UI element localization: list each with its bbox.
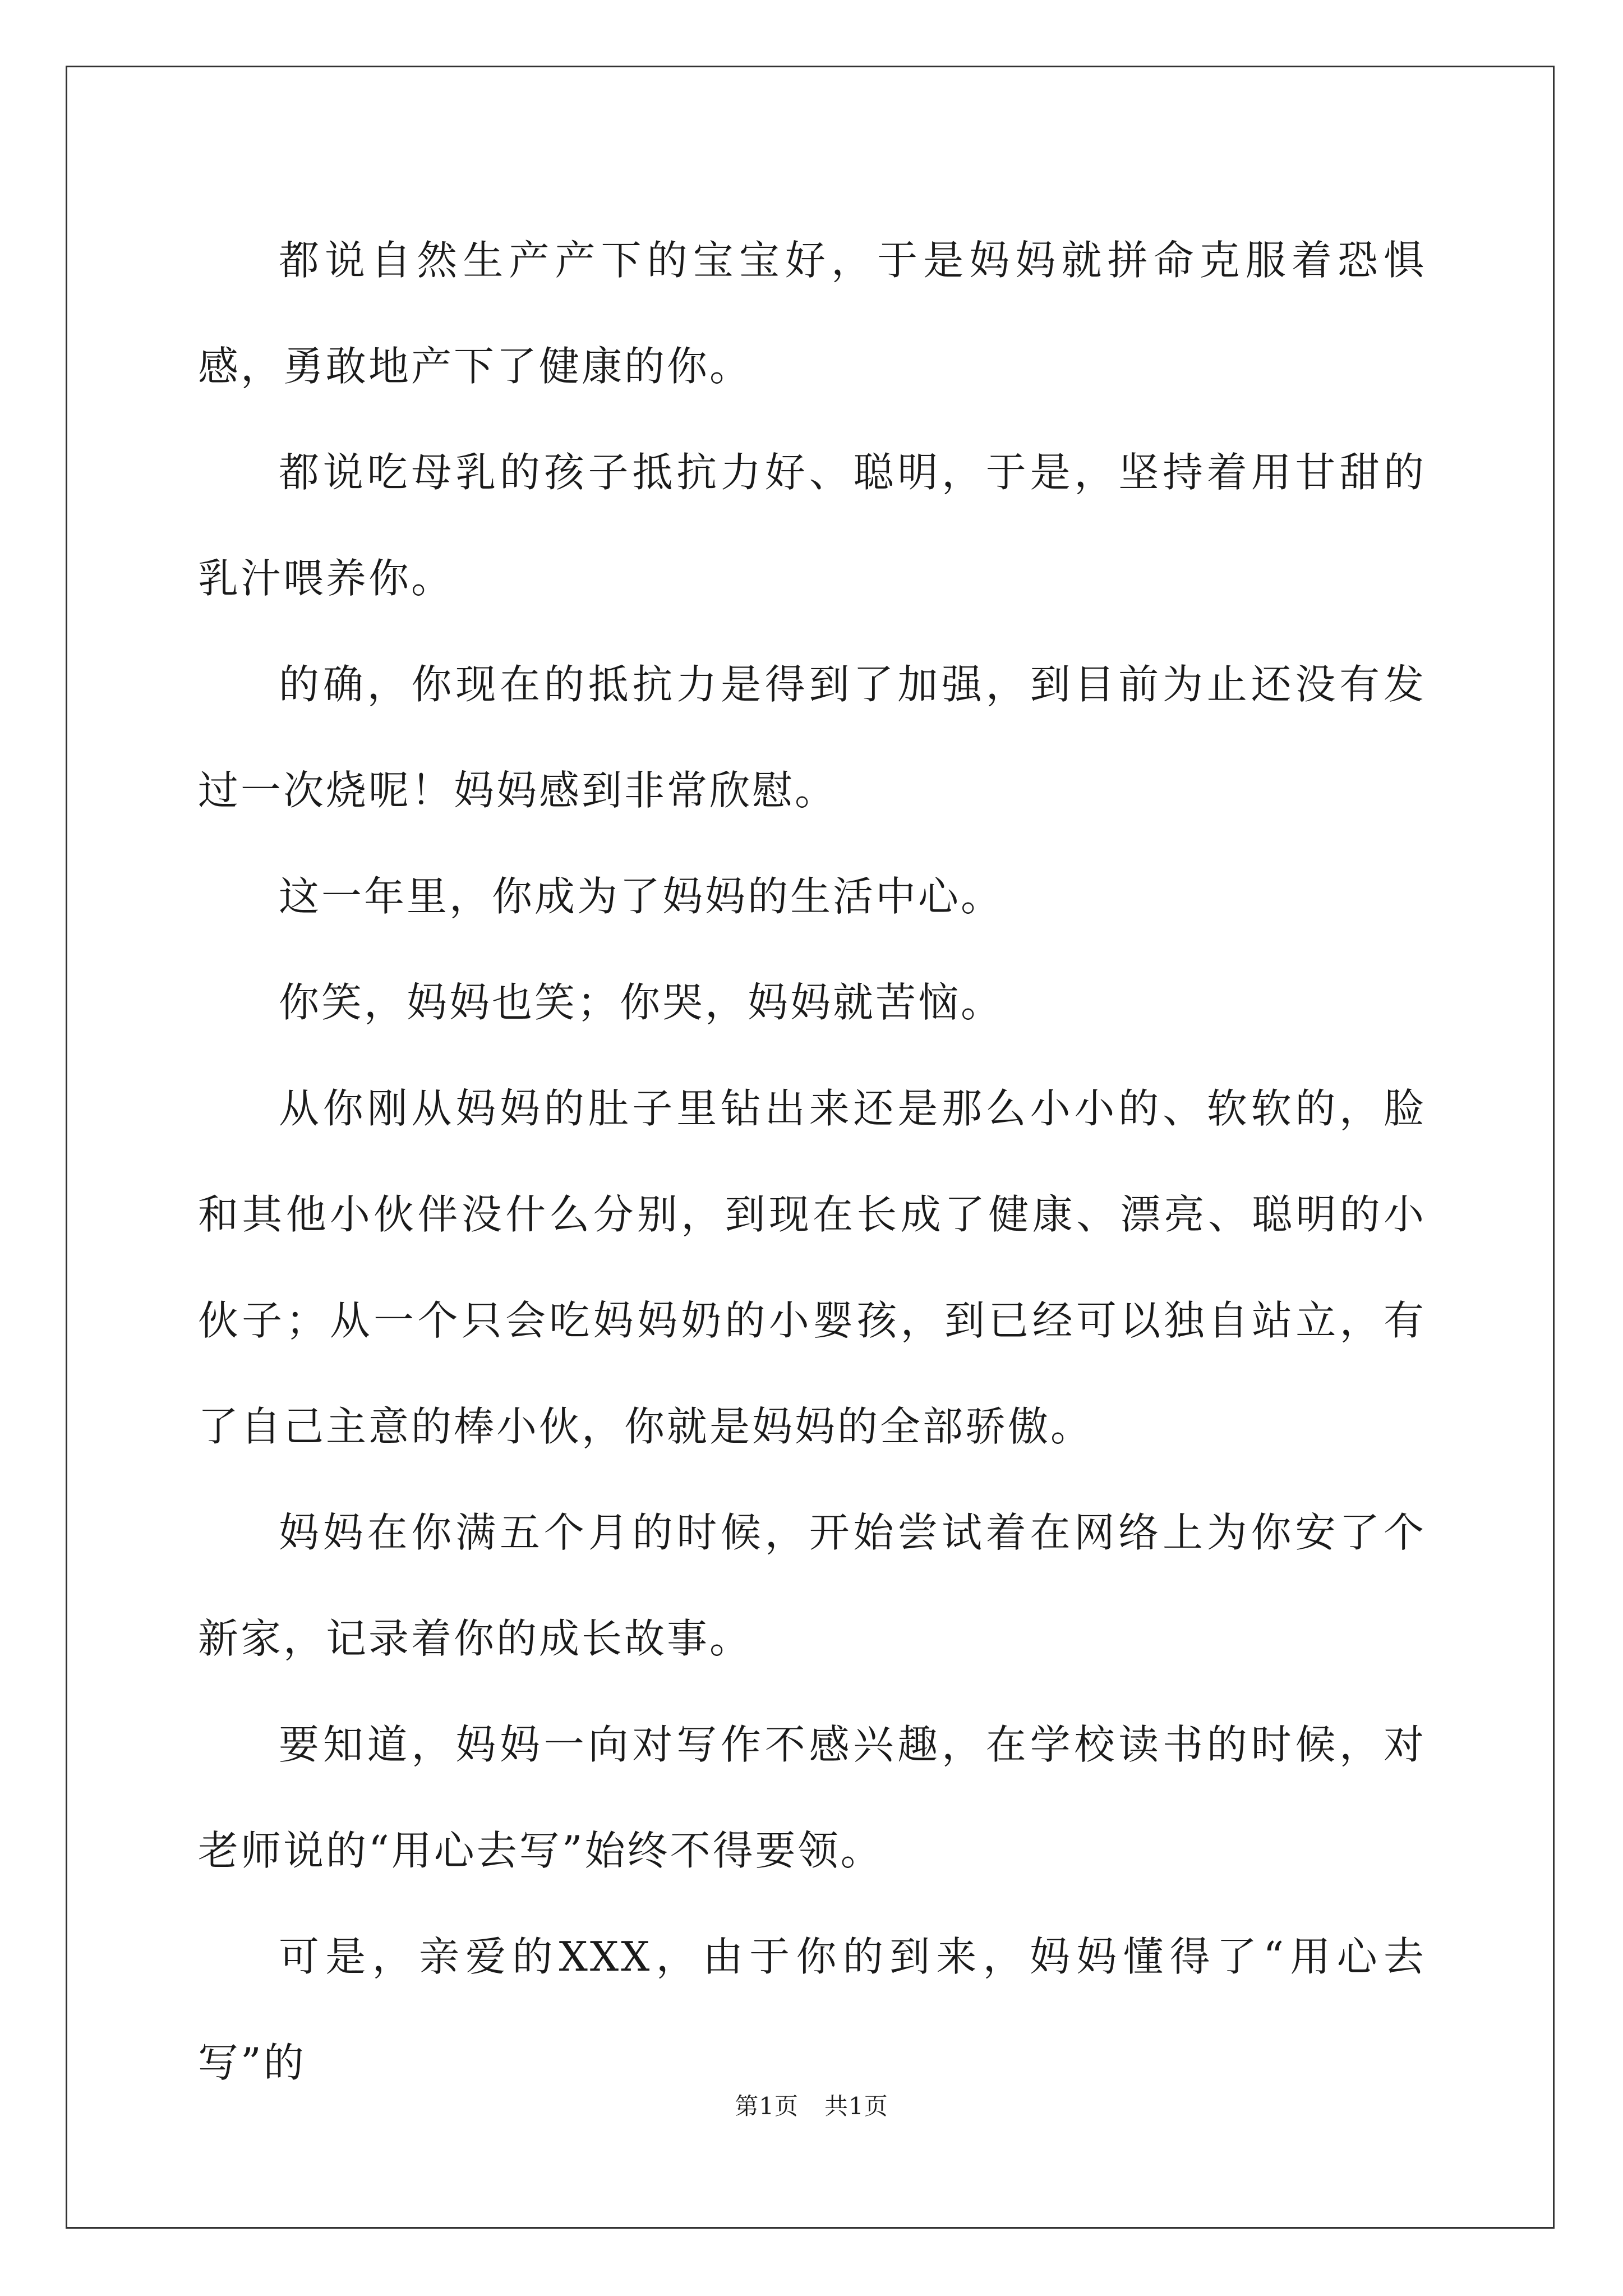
paragraph: 的确，你现在的抵抗力是得到了加强，到目前为止还没有发过一次烧呢！妈妈感到非常欣慰。 <box>198 661 1426 814</box>
paragraph: 都说自然生产产下的宝宝好，于是妈妈就拼命克服着恐惧感，勇敢地产下了健康的你。 <box>198 237 1426 390</box>
paragraph: 可是，亲爱的XXX，由于你的到来，妈妈懂得了“用心去写”的 <box>198 1933 1426 2086</box>
paragraph: 你笑，妈妈也笑；你哭，妈妈就苦恼。 <box>279 979 1004 1026</box>
paragraph: 这一年里，你成为了妈妈的生活中心。 <box>279 873 1004 920</box>
paragraph: 要知道，妈妈一向对写作不感兴趣，在学校读书的时候，对老师说的“用心去写”始终不得要领。 <box>198 1721 1426 1874</box>
paragraph: 从你刚从妈妈的肚子里钻出来还是那么小小的、软软的，脸和其他小伙伴没什么分别，到现在长成了健康、漂亮、聪明的小伙子；从一个只会吃妈妈奶的小婴孩，到已经可以独自站立，有了自己主意的棒小伙，你就是妈妈的全部骄傲。 <box>198 1085 1426 1450</box>
page-number-current: 第1页 <box>735 2092 799 2120</box>
paragraph: 都说吃母乳的孩子抵抗力好、聪明，于是，坚持着用甘甜的乳汁喂养你。 <box>198 449 1426 602</box>
page-number-total: 共1页 <box>824 2092 888 2120</box>
page-footer <box>0 2090 1623 2123</box>
paragraph: 妈妈在你满五个月的时候，开始尝试着在网络上为你安了个新家，记录着你的成长故事。 <box>198 1509 1426 1662</box>
document-body <box>198 208 1426 2116</box>
